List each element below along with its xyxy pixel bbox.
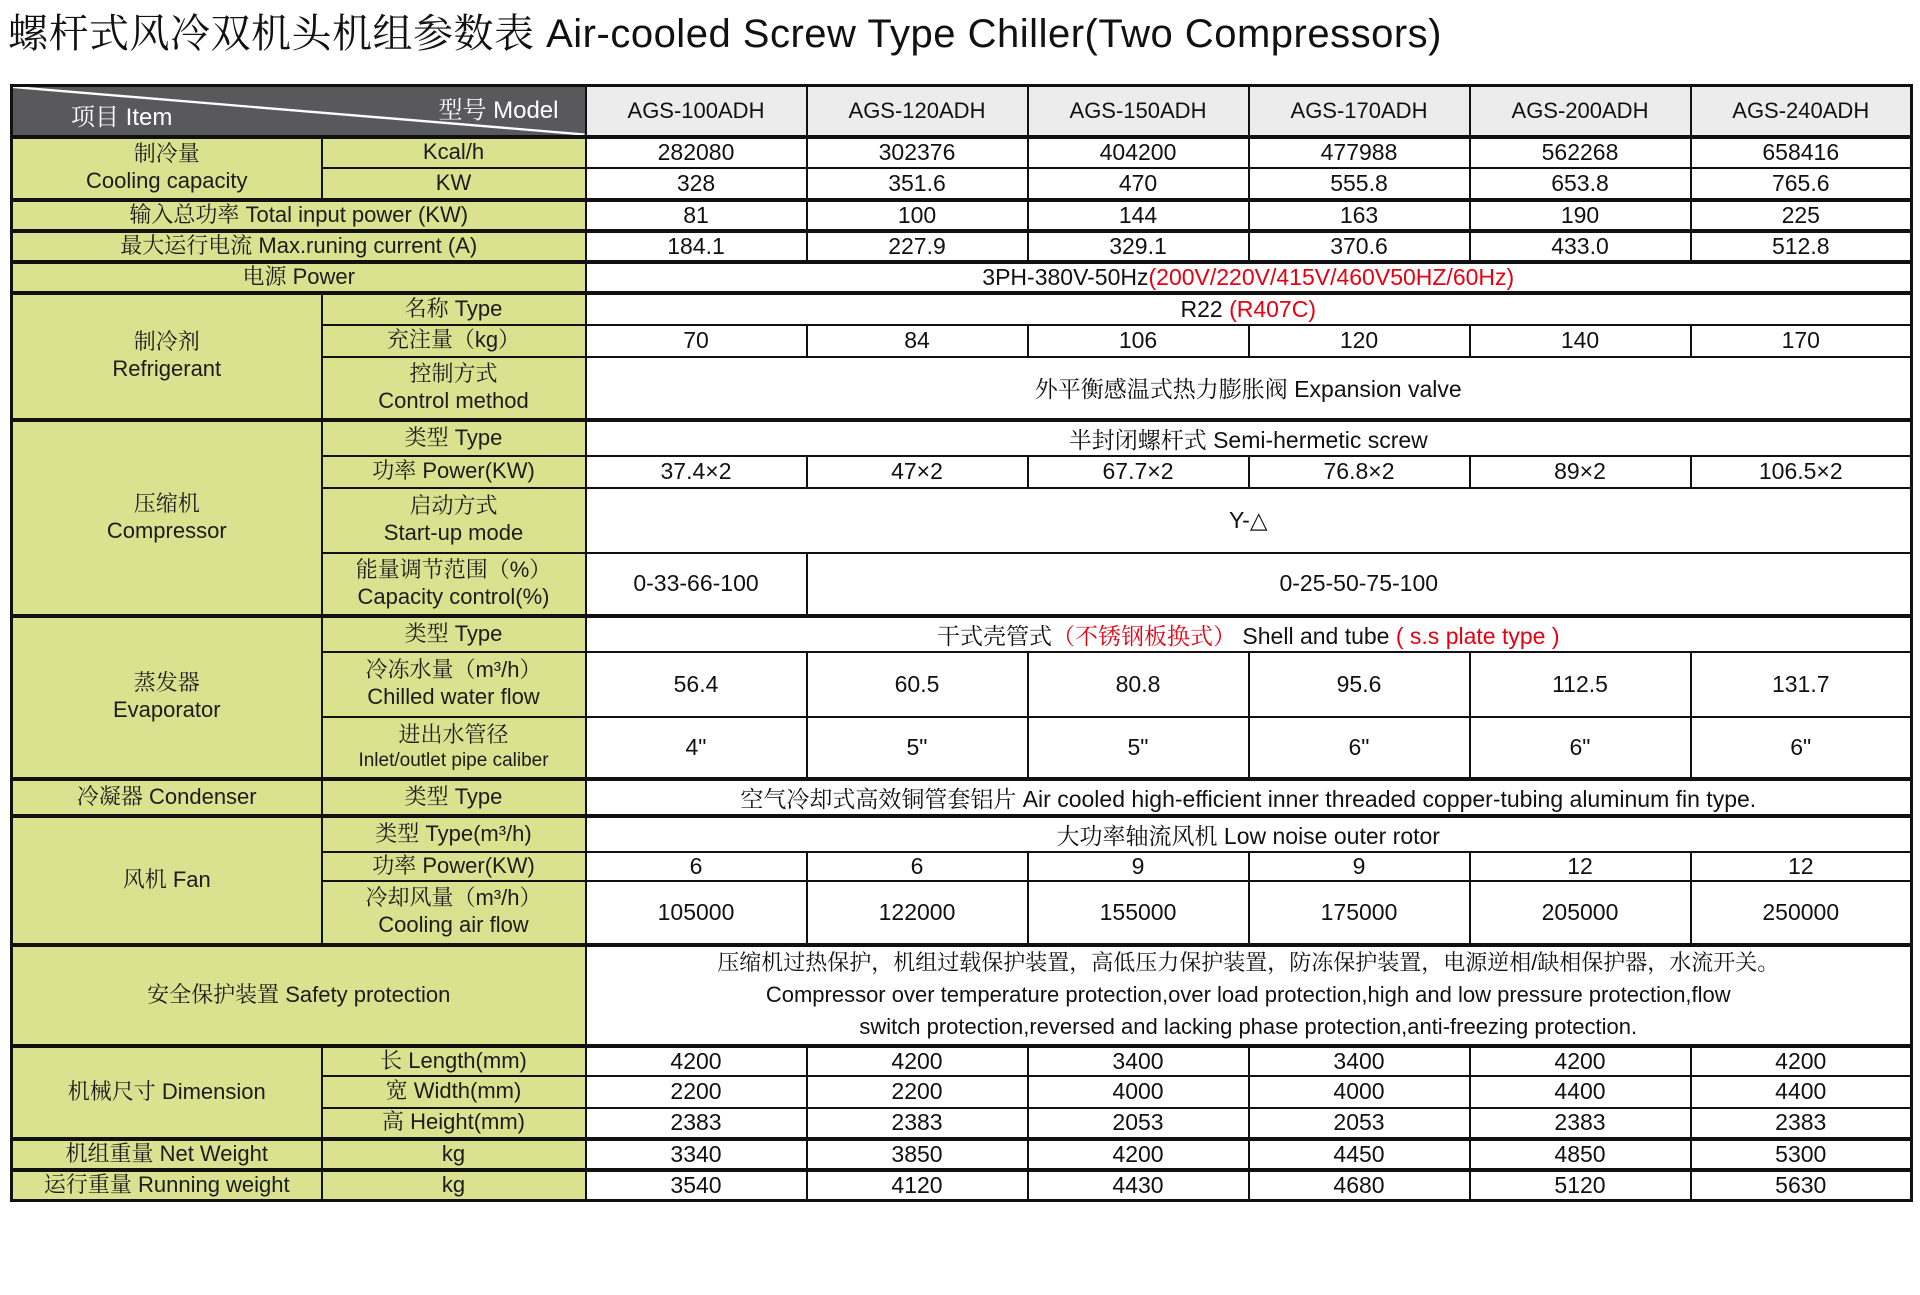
row-label-en: Cooling air flow (378, 912, 529, 937)
height-value: 2383 (1691, 1108, 1912, 1139)
cooling-kcal-value: 477988 (1249, 137, 1470, 168)
height-value: 2053 (1249, 1108, 1470, 1139)
running-weight-value: 4680 (1249, 1170, 1470, 1201)
net-weight-value: 3340 (586, 1139, 807, 1170)
power-supply-value-black: 3PH-380V-50Hz (982, 263, 1149, 290)
pipe-caliber-value: 6" (1470, 717, 1691, 779)
total-input-power-value: 81 (586, 200, 807, 231)
cooling-kw-value: 653.8 (1470, 168, 1691, 200)
running-weight-value: 3540 (586, 1170, 807, 1201)
refrigerant-name-red: (R407C) (1229, 295, 1316, 322)
chilled-water-flow-value: 56.4 (586, 652, 807, 717)
length-value: 4200 (807, 1046, 1028, 1076)
max-running-current-value: 329.1 (1028, 231, 1249, 262)
width-value: 4400 (1691, 1076, 1912, 1108)
net-weight-value: 4450 (1249, 1139, 1470, 1170)
row-label-max-running-current: 最大运行电流 Max.runing current (A) (12, 231, 586, 262)
cooling-air-flow-value: 175000 (1249, 881, 1470, 945)
pipe-caliber-value: 4" (586, 717, 807, 779)
capacity-control-rest-value: 0-25-50-75-100 (807, 553, 1912, 616)
fan-power-value: 6 (807, 852, 1028, 881)
row-label-capacity-control (322, 553, 586, 616)
item-header-label: 项目 Item (71, 103, 173, 131)
row-label-running-weight: 运行重量 Running weight (12, 1170, 322, 1201)
row-label-cn: 进出水管径 (398, 722, 509, 747)
row-label-cn: 冷却风量（m³/h） (365, 885, 542, 911)
running-weight-unit: kg (322, 1170, 586, 1201)
cooling-kw-value: 351.6 (807, 168, 1028, 200)
chilled-water-flow-value: 112.5 (1470, 652, 1691, 717)
row-label-cn: 冷冻水量（m³/h） (365, 657, 542, 683)
net-weight-value: 3850 (807, 1139, 1028, 1170)
compressor-power-value: 47×2 (807, 456, 1028, 488)
cooling-air-flow-value: 250000 (1691, 881, 1912, 945)
max-running-current-value: 370.6 (1249, 231, 1470, 262)
row-label-refrigerant-name: 名称 Type (322, 293, 586, 325)
row-label-height: 高 Height(mm) (322, 1108, 586, 1139)
total-input-power-value: 225 (1691, 200, 1912, 231)
group-label-evaporator (12, 616, 322, 779)
compressor-power-value: 89×2 (1470, 456, 1691, 488)
model-column-header: AGS-240ADH (1691, 86, 1912, 137)
row-label-startup-mode (322, 488, 586, 553)
model-column-header: AGS-100ADH (586, 86, 807, 137)
header-diagonal-cell (12, 86, 586, 137)
length-value: 4200 (586, 1046, 807, 1076)
row-label-en: Chilled water flow (367, 684, 540, 709)
height-value: 2383 (807, 1108, 1028, 1139)
evaporator-type-value (586, 616, 1912, 652)
startup-mode-value: Y-△ (586, 488, 1912, 553)
group-label-cooling-capacity (12, 137, 322, 200)
cooling-kcal-value: 658416 (1691, 137, 1912, 168)
row-label-compressor-type: 类型 Type (322, 420, 586, 456)
row-label-cn: 能量调节范围（%） (355, 556, 552, 582)
model-column-header: AGS-200ADH (1470, 86, 1691, 137)
row-label-en: Start-up mode (383, 520, 524, 545)
row-label-compressor-power: 功率 Power(KW) (322, 456, 586, 488)
row-label-pipe-caliber (322, 717, 586, 779)
refrigerant-charge-value: 120 (1249, 325, 1470, 357)
running-weight-value: 4430 (1028, 1170, 1249, 1201)
capacity-control-first-value: 0-33-66-100 (586, 553, 807, 616)
length-value: 3400 (1249, 1046, 1470, 1076)
group-label-dimension: 机械尺寸 Dimension (12, 1046, 322, 1139)
row-label-evaporator-type: 类型 Type (322, 616, 586, 652)
row-label-kw: KW (322, 168, 586, 200)
group-label-refrigerant (12, 293, 322, 420)
cooling-kw-value: 555.8 (1249, 168, 1470, 200)
running-weight-value: 4120 (807, 1170, 1028, 1201)
compressor-power-value: 67.7×2 (1028, 456, 1249, 488)
row-label-cn: 启动方式 (409, 493, 498, 519)
cooling-kw-value: 765.6 (1691, 168, 1912, 200)
max-running-current-value: 184.1 (586, 231, 807, 262)
row-label-en: Control method (378, 387, 529, 413)
cooling-air-flow-value: 105000 (586, 881, 807, 945)
page-title: 螺杆式风冷双机头机组参数表 Air-cooled Screw Type Chiller(Two Compressors) (8, 12, 1442, 56)
cooling-air-flow-value: 122000 (807, 881, 1028, 945)
condenser-type-value: 空气冷却式高效铜管套铝片 Air cooled high-efficient inner threaded copper-tubing aluminum fin type. (586, 779, 1912, 816)
evaporator-type-black1: 干式壳管式 (937, 622, 1053, 649)
width-value: 4400 (1470, 1076, 1691, 1108)
total-input-power-value: 190 (1470, 200, 1691, 231)
row-label-fan-type: 类型 Type(m³/h) (322, 816, 586, 852)
refrigerant-charge-value: 170 (1691, 325, 1912, 357)
height-value: 2053 (1028, 1108, 1249, 1139)
refrigerant-name-value (586, 293, 1912, 325)
total-input-power-value: 100 (807, 200, 1028, 231)
net-weight-value: 4200 (1028, 1139, 1249, 1170)
fan-power-value: 9 (1028, 852, 1249, 881)
refrigerant-charge-value: 70 (586, 325, 807, 357)
group-label-compressor (12, 420, 322, 616)
refrigerant-name-black: R22 (1180, 295, 1223, 322)
row-label-net-weight: 机组重量 Net Weight (12, 1139, 322, 1170)
cooling-kcal-value: 562268 (1470, 137, 1691, 168)
cooling-air-flow-value: 155000 (1028, 881, 1249, 945)
running-weight-value: 5630 (1691, 1170, 1912, 1201)
model-column-header: AGS-150ADH (1028, 86, 1249, 137)
compressor-power-value: 37.4×2 (586, 456, 807, 488)
length-value: 4200 (1470, 1046, 1691, 1076)
max-running-current-value: 512.8 (1691, 231, 1912, 262)
length-value: 3400 (1028, 1046, 1249, 1076)
height-value: 2383 (586, 1108, 807, 1139)
total-input-power-value: 163 (1249, 200, 1470, 231)
cooling-kw-value: 470 (1028, 168, 1249, 200)
fan-power-value: 12 (1691, 852, 1912, 881)
chilled-water-flow-value: 80.8 (1028, 652, 1249, 717)
cooling-air-flow-value: 205000 (1470, 881, 1691, 945)
evaporator-type-red2: ( s.s plate type ) (1395, 622, 1560, 649)
safety-line-en2: switch protection,reversed and lacking phase protection,anti-freezing protection. (859, 1013, 1638, 1039)
group-label-cn: 制冷量 (133, 141, 200, 167)
group-label-cn: 压缩机 (133, 490, 200, 516)
length-value: 4200 (1691, 1046, 1912, 1076)
control-method-value: 外平衡感温式热力膨胀阀 Expansion valve (586, 357, 1912, 420)
power-supply-value (586, 262, 1912, 293)
total-input-power-value: 144 (1028, 200, 1249, 231)
fan-power-value: 6 (586, 852, 807, 881)
fan-power-value: 12 (1470, 852, 1691, 881)
width-value: 2200 (807, 1076, 1028, 1108)
row-label-en: Capacity control(%) (357, 583, 550, 609)
height-value: 2383 (1470, 1108, 1691, 1139)
compressor-power-value: 106.5×2 (1691, 456, 1912, 488)
group-label-cn: 蒸发器 (133, 670, 200, 696)
safety-protection-value (586, 945, 1912, 1046)
row-label-refrigerant-charge: 充注量（kg） (322, 325, 586, 357)
group-label-condenser: 冷凝器 Condenser (12, 779, 322, 816)
compressor-power-value: 76.8×2 (1249, 456, 1470, 488)
fan-type-value: 大功率轴流风机 Low noise outer rotor (586, 816, 1912, 852)
row-label-fan-power: 功率 Power(KW) (322, 852, 586, 881)
row-label-kcal: Kcal/h (322, 137, 586, 168)
pipe-caliber-value: 6" (1249, 717, 1470, 779)
chilled-water-flow-value: 131.7 (1691, 652, 1912, 717)
net-weight-value: 5300 (1691, 1139, 1912, 1170)
group-label-fan: 风机 Fan (12, 816, 322, 945)
cooling-kw-value: 328 (586, 168, 807, 200)
width-value: 2200 (586, 1076, 807, 1108)
chilled-water-flow-value: 60.5 (807, 652, 1028, 717)
pipe-caliber-value: 5" (1028, 717, 1249, 779)
max-running-current-value: 227.9 (807, 231, 1028, 262)
row-label-en: Inlet/outlet pipe caliber (358, 749, 549, 771)
power-supply-value-red: (200V/220V/415V/460V50HZ/60Hz) (1148, 263, 1515, 290)
refrigerant-charge-value: 84 (807, 325, 1028, 357)
row-label-safety-protection: 安全保护装置 Safety protection (12, 945, 586, 1046)
spec-table (10, 84, 1913, 1202)
width-value: 4000 (1249, 1076, 1470, 1108)
row-label-condenser-type: 类型 Type (322, 779, 586, 816)
row-label-length: 长 Length(mm) (322, 1046, 586, 1076)
group-label-cn: 制冷剂 (133, 329, 200, 355)
row-label-power-supply: 电源 Power (12, 262, 586, 293)
evaporator-type-black2: Shell and tube (1236, 622, 1396, 649)
row-label-cooling-air-flow (322, 881, 586, 945)
net-weight-unit: kg (322, 1139, 586, 1170)
pipe-caliber-value: 6" (1691, 717, 1912, 779)
safety-line-cn: 压缩机过热保护，机组过载保护装置，高低压力保护装置，防冻保护装置，电源逆相/缺相保护器，水流开关。 (717, 950, 1780, 976)
pipe-caliber-value: 5" (807, 717, 1028, 779)
model-column-header: AGS-120ADH (807, 86, 1028, 137)
cooling-kcal-value: 302376 (807, 137, 1028, 168)
max-running-current-value: 433.0 (1470, 231, 1691, 262)
row-label-total-input-power: 输入总功率 Total input power (KW) (12, 200, 586, 231)
row-label-cn: 控制方式 (409, 360, 498, 386)
fan-power-value: 9 (1249, 852, 1470, 881)
refrigerant-charge-value: 106 (1028, 325, 1249, 357)
chilled-water-flow-value: 95.6 (1249, 652, 1470, 717)
group-label-en: Compressor (106, 517, 227, 543)
width-value: 4000 (1028, 1076, 1249, 1108)
running-weight-value: 5120 (1470, 1170, 1691, 1201)
cooling-kcal-value: 282080 (586, 137, 807, 168)
net-weight-value: 4850 (1470, 1139, 1691, 1170)
group-label-en: Cooling capacity (86, 168, 248, 193)
refrigerant-charge-value: 140 (1470, 325, 1691, 357)
compressor-type-value: 半封闭螺杆式 Semi-hermetic screw (586, 420, 1912, 456)
row-label-width: 宽 Width(mm) (322, 1076, 586, 1108)
safety-line-en1: Compressor over temperature protection,over load protection,high and low pressure protection,flow (765, 982, 1731, 1008)
group-label-en: Evaporator (112, 697, 221, 722)
cooling-kcal-value: 404200 (1028, 137, 1249, 168)
group-label-en: Refrigerant (112, 356, 222, 381)
model-column-header: AGS-170ADH (1249, 86, 1470, 137)
row-label-control-method (322, 357, 586, 420)
row-label-chilled-water-flow (322, 652, 586, 717)
model-header-label: 型号 Model (438, 97, 559, 124)
evaporator-type-red1: （不锈钢板换式） (1052, 622, 1237, 649)
